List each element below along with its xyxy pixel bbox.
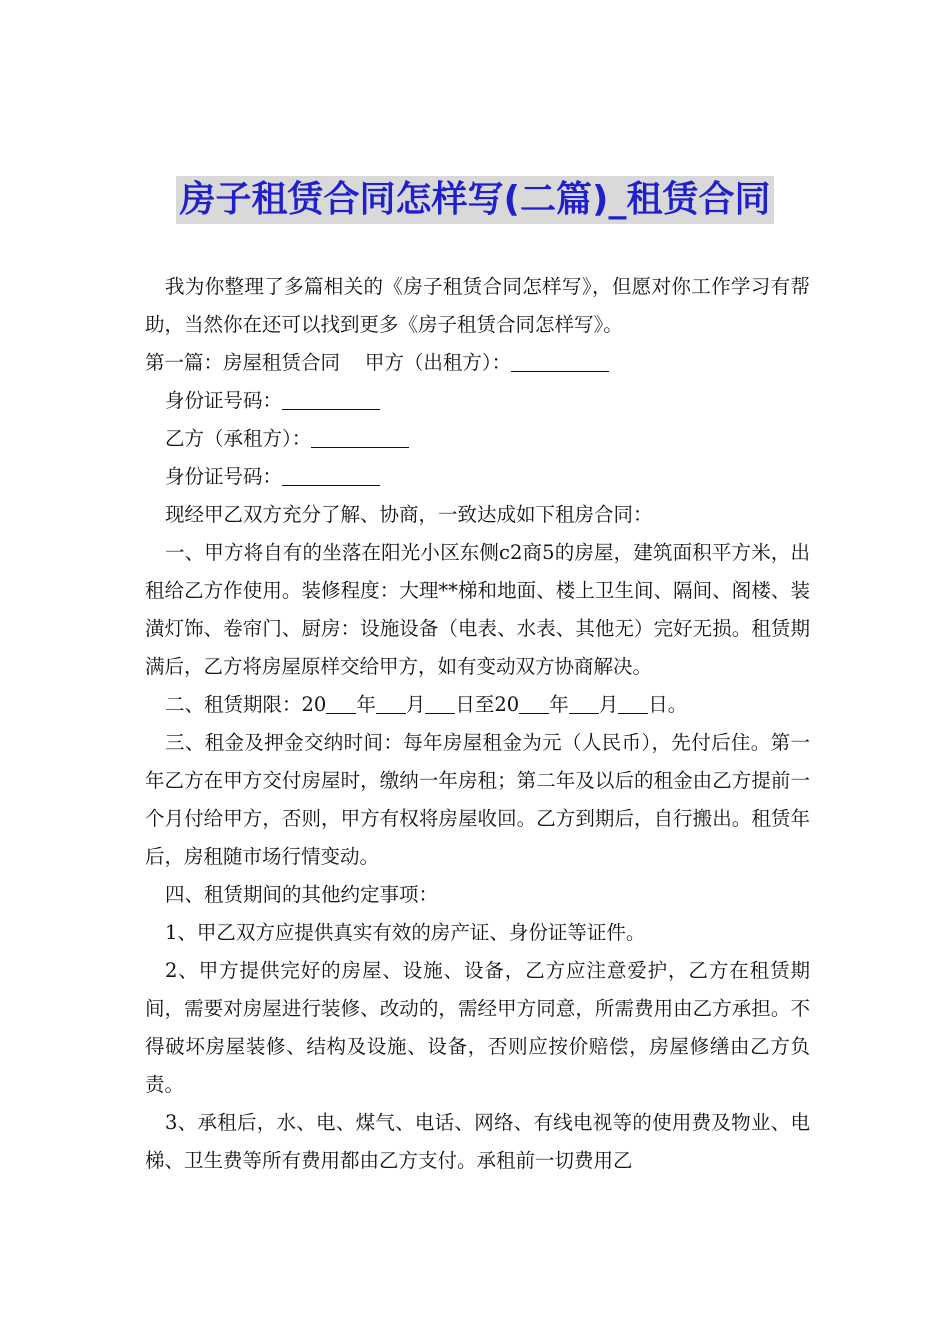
party-b-line — [145, 420, 810, 458]
item-1: 1、甲乙双方应提供真实有效的房产证、身份证等证件。 — [165, 921, 646, 944]
clause-3: 三、租金及押金交纳时间：每年房屋租金为元（人民币），先付后住。第一年乙方在甲方交付房屋时，缴纳一年房租；第二年及以后的租金由乙方提前一个月付给甲方，否则，甲方有权将房屋收回。乙方到期后，自行搬出。租赁年后，房租随市场行情变动。 — [145, 731, 810, 868]
clause-2-text-f: 月 — [598, 693, 619, 716]
clause-2-text-a: 二、租赁期限：20 — [165, 693, 327, 716]
party-a-label: 甲方（出租方）： — [364, 351, 512, 374]
clause-2-text-d: 日至20 — [455, 693, 520, 716]
start-day-blank — [425, 691, 455, 714]
clause-2-text-b: 年 — [356, 693, 376, 716]
clause-1: 一、甲方将自有的坐落在阳光小区东侧c2商5的房屋，建筑面积平方米，出租给乙方作使用。装修程度：大理**梯和地面、楼上卫生间、隔间、阁楼、装潢灯饰、卷帘门、厨房：设施设备（电表、水表、其他无）完好无损。租赁期满后，乙方将房屋原样交给甲方，如有变动双方协商解决。 — [145, 541, 810, 678]
clause-2-text-e: 年 — [549, 693, 569, 716]
item-3: 3、承租后，水、电、煤气、电话、网络、有线电视等的使用费及物业、电梯、卫生费等所有费用都由乙方支付。承租前一切费用乙 — [145, 1111, 810, 1172]
id-b-line — [145, 458, 810, 496]
start-month-blank — [376, 691, 406, 714]
clause-2-text-c: 月 — [405, 693, 426, 716]
item-2: 2、甲方提供完好的房屋、设施、设备，乙方应注意爱护，乙方在租赁期间，需要对房屋进行装修、改动的，需经甲方同意，所需费用由乙方承担。不得破坏房屋装修、结构及设施、设备，否则应按价赔偿，房屋修缮由乙方负责。 — [145, 959, 810, 1096]
clause-4: 四、租赁期间的其他约定事项： — [165, 883, 439, 906]
intro-paragraph: 我为你整理了多篇相关的《房子租赁合同怎样写》，但愿对你工作学习有帮助，当然你在还可以找到更多《房子租赁合同怎样写》。 — [145, 275, 810, 336]
end-month-blank — [569, 691, 599, 714]
id-a-label: 身份证号码： — [165, 389, 283, 412]
id-b-blank — [282, 463, 380, 486]
agreement-paragraph: 现经甲乙双方充分了解、协商，一致达成如下租房合同： — [165, 503, 653, 526]
chapter-party-a-line — [145, 344, 810, 382]
end-year-blank — [519, 691, 549, 714]
chapter-label: 第一篇：房屋租赁合同 — [145, 351, 341, 374]
party-b-label: 乙方（承租方）： — [165, 427, 312, 450]
party-a-blank — [511, 349, 609, 372]
id-a-blank — [282, 387, 380, 410]
id-b-label: 身份证号码： — [165, 465, 283, 488]
title-wrap — [0, 176, 950, 224]
start-year-blank — [326, 691, 356, 714]
id-a-line — [145, 382, 810, 420]
clause-2-text-g: 日。 — [648, 693, 688, 716]
end-day-blank — [618, 691, 648, 714]
document-title: 房子租赁合同怎样写(二篇)_租赁合同 — [176, 176, 775, 224]
document-body — [145, 268, 810, 1180]
clause-2 — [145, 686, 810, 724]
party-b-blank — [311, 425, 409, 448]
